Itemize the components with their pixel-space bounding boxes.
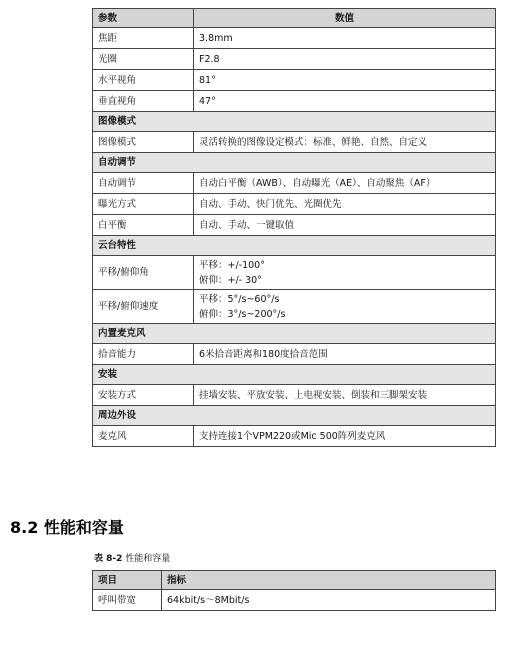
row-value-line: 平移：+/-100° (199, 259, 265, 271)
table-row (93, 256, 496, 290)
row-label: 拾音能力 (93, 344, 194, 365)
row-value: 47° (194, 91, 496, 112)
section-row (93, 406, 496, 426)
section-label: 云台特性 (93, 236, 496, 256)
caption-text: 性能和容量 (125, 554, 171, 564)
header-metric: 指标 (162, 571, 496, 590)
row-label: 焦距 (93, 28, 194, 49)
row-value: 自动、手动、一键取值 (194, 215, 496, 236)
row-value: 81° (194, 70, 496, 91)
table-row (93, 194, 496, 215)
row-value: 支持连接1个VPM220或Mic 500阵列麦克风 (194, 426, 496, 447)
section-label: 图像模式 (93, 112, 496, 132)
spec-table-header (93, 9, 496, 28)
row-value-line: 俯仰：3°/s~200°/s (199, 308, 286, 320)
perf-table (92, 570, 496, 611)
table-row (93, 385, 496, 406)
row-value: 6米拾音距离和180度拾音范围 (194, 344, 496, 365)
row-label: 麦克风 (93, 426, 194, 447)
table-row (93, 290, 496, 324)
row-label: 平移/俯仰角 (93, 256, 194, 290)
row-value (194, 290, 496, 324)
section-heading: 8.2 性能和容量 (10, 518, 124, 537)
row-value: F2.8 (194, 49, 496, 70)
table-row (93, 590, 496, 611)
section-row (93, 324, 496, 344)
row-value: 挂墙安装、平放安装、上电视安装、倒装和三脚架安装 (194, 385, 496, 406)
row-value-line: 俯仰：+/- 30° (199, 274, 262, 286)
caption-label: 表 8-2 (94, 554, 123, 564)
row-label: 白平衡 (93, 215, 194, 236)
row-label: 自动调节 (93, 173, 194, 194)
table-row (93, 132, 496, 153)
section-row (93, 236, 496, 256)
header-value: 数值 (194, 9, 496, 28)
header-item: 项目 (93, 571, 162, 590)
table-row (93, 215, 496, 236)
section-row (93, 365, 496, 385)
section-row (93, 112, 496, 132)
table-row (93, 49, 496, 70)
table-row (93, 91, 496, 112)
table-row (93, 28, 496, 49)
row-value-line: 平移：5°/s~60°/s (199, 293, 280, 305)
section-label: 安装 (93, 365, 496, 385)
table-row (93, 426, 496, 447)
row-value: 灵活转换的图像设定模式：标准、鲜艳、自然、自定义 (194, 132, 496, 153)
section-label: 内置麦克风 (93, 324, 496, 344)
row-label: 呼叫带宽 (93, 590, 162, 611)
row-label: 平移/俯仰速度 (93, 290, 194, 324)
row-label: 垂直视角 (93, 91, 194, 112)
spec-table (92, 8, 496, 447)
perf-table-header (93, 571, 496, 590)
row-label: 水平视角 (93, 70, 194, 91)
row-label: 曝光方式 (93, 194, 194, 215)
row-label: 图像模式 (93, 132, 194, 153)
row-value (194, 256, 496, 290)
row-label: 安装方式 (93, 385, 194, 406)
section-label: 周边外设 (93, 406, 496, 426)
table-caption (94, 551, 170, 564)
row-value: 3.8mm (194, 28, 496, 49)
header-param: 参数 (93, 9, 194, 28)
table-row (93, 173, 496, 194)
row-value: 自动、手动、快门优先、光圈优先 (194, 194, 496, 215)
row-label: 光圈 (93, 49, 194, 70)
table-row (93, 344, 496, 365)
section-row (93, 153, 496, 173)
section-label: 自动调节 (93, 153, 496, 173)
row-value: 64kbit/s～8Mbit/s (162, 590, 496, 611)
row-value: 自动白平衡（AWB）、自动曝光（AE）、自动聚焦（AF） (194, 173, 496, 194)
table-row (93, 70, 496, 91)
